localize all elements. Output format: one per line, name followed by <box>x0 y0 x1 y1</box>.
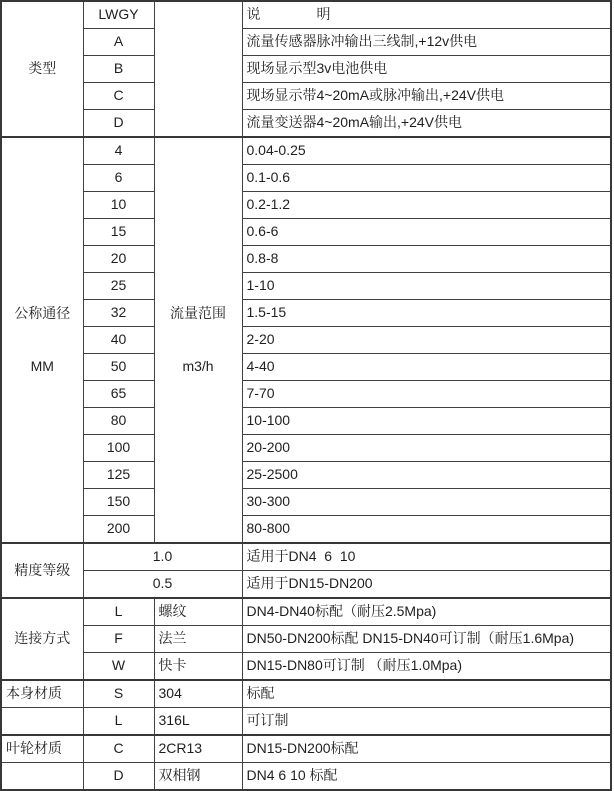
category-label-body-material: 本身材质 <box>1 680 83 708</box>
dn-size-cell: 125 <box>83 462 154 489</box>
connection-desc-cell: DN50-DN200标配 DN15-DN40可订制（耐压1.6Mpa) <box>242 626 611 653</box>
type-desc-cell: 现场显示带4~20mA或脉冲输出,+24V供电 <box>242 83 611 110</box>
table-row <box>1 327 611 354</box>
table-row <box>1 516 611 544</box>
flow-range-cell: 0.04-0.25 <box>242 137 611 165</box>
dn-size-cell: 100 <box>83 435 154 462</box>
connection-name-cell: 快卡 <box>154 653 242 681</box>
model-code-header: LWGY <box>83 1 154 29</box>
category-label-type: 类型 <box>1 1 83 137</box>
table-row <box>1 300 611 327</box>
table-row <box>1 598 611 626</box>
dn-size-cell: 25 <box>83 273 154 300</box>
dn-size-cell: 32 <box>83 300 154 327</box>
material-code-cell: D <box>83 763 154 791</box>
table-row <box>1 381 611 408</box>
type-desc-cell: 流量变送器4~20mA输出,+24V供电 <box>242 110 611 138</box>
table-row <box>1 137 611 165</box>
flow-range-cell: 10-100 <box>242 408 611 435</box>
table-row <box>1 1 611 29</box>
material-name-cell: 2CR13 <box>154 735 242 763</box>
material-desc-cell: DN4 6 10 标配 <box>242 763 611 791</box>
category-label-accuracy: 精度等级 <box>1 543 83 598</box>
material-name-cell: 双相钢 <box>154 763 242 791</box>
table-row <box>1 571 611 599</box>
category-label-impeller-material: 叶轮材质 <box>1 735 83 763</box>
table-row <box>1 408 611 435</box>
table-row <box>1 462 611 489</box>
flow-range-cell: 2-20 <box>242 327 611 354</box>
dn-size-cell: 200 <box>83 516 154 544</box>
accuracy-desc-cell: 适用于DN15-DN200 <box>242 571 611 599</box>
connection-name-cell: 法兰 <box>154 626 242 653</box>
table-row <box>1 763 611 791</box>
dn-size-cell: 150 <box>83 489 154 516</box>
dn-size-cell: 65 <box>83 381 154 408</box>
category-label-nominal-diameter <box>1 137 83 543</box>
table-row <box>1 489 611 516</box>
table-row <box>1 626 611 653</box>
flow-range-cell: 80-800 <box>242 516 611 544</box>
connection-desc-cell: DN15-DN80可订制 （耐压1.0Mpa) <box>242 653 611 681</box>
dn-size-cell: 10 <box>83 192 154 219</box>
type-code-cell: B <box>83 56 154 83</box>
material-code-cell: S <box>83 680 154 708</box>
dn-size-cell: 50 <box>83 354 154 381</box>
diameter-label-line2: MM <box>30 357 54 374</box>
type-code-cell: A <box>83 29 154 56</box>
table-row <box>1 192 611 219</box>
table-row <box>1 735 611 763</box>
flow-range-cell: 0.1-0.6 <box>242 165 611 192</box>
flow-range-label-line2: m3/h <box>182 357 214 374</box>
table-row <box>1 110 611 138</box>
table-row <box>1 273 611 300</box>
accuracy-value-cell: 1.0 <box>83 543 242 571</box>
material-name-cell: 316L <box>154 708 242 736</box>
flow-range-cell: 25-2500 <box>242 462 611 489</box>
table-row <box>1 708 611 736</box>
dn-size-cell: 6 <box>83 165 154 192</box>
material-code-cell: L <box>83 708 154 736</box>
dn-size-cell: 15 <box>83 219 154 246</box>
dn-size-cell: 80 <box>83 408 154 435</box>
empty-cell <box>1 708 83 736</box>
flow-range-cell: 30-300 <box>242 489 611 516</box>
flow-range-cell: 7-70 <box>242 381 611 408</box>
table-row <box>1 83 611 110</box>
material-desc-cell: DN15-DN200标配 <box>242 735 611 763</box>
table-row <box>1 435 611 462</box>
connection-code-cell: L <box>83 598 154 626</box>
dn-size-cell: 20 <box>83 246 154 273</box>
flow-range-cell: 4-40 <box>242 354 611 381</box>
type-code-cell: C <box>83 83 154 110</box>
material-desc-cell: 可订制 <box>242 708 611 736</box>
flow-range-cell: 1-10 <box>242 273 611 300</box>
flow-range-cell: 0.8-8 <box>242 246 611 273</box>
table-row <box>1 219 611 246</box>
category-label-connection: 连接方式 <box>1 598 83 680</box>
connection-desc-cell: DN4-DN40标配（耐压2.5Mpa) <box>242 598 611 626</box>
empty-cell <box>1 763 83 791</box>
description-header: 说 明 <box>242 1 611 29</box>
type-desc-cell: 现场显示型3v电池供电 <box>242 56 611 83</box>
connection-name-cell: 螺纹 <box>154 598 242 626</box>
flow-range-unit-cell <box>154 137 242 543</box>
type-middle-empty-cell <box>154 1 242 137</box>
flow-range-cell: 1.5-15 <box>242 300 611 327</box>
material-name-cell: 304 <box>154 680 242 708</box>
connection-code-cell: W <box>83 653 154 681</box>
accuracy-value-cell: 0.5 <box>83 571 242 599</box>
dn-size-cell: 40 <box>83 327 154 354</box>
table-row <box>1 246 611 273</box>
flow-range-cell: 0.2-1.2 <box>242 192 611 219</box>
flow-range-cell: 20-200 <box>242 435 611 462</box>
table-row <box>1 165 611 192</box>
table-row <box>1 543 611 571</box>
dn-size-cell: 4 <box>83 137 154 165</box>
material-desc-cell: 标配 <box>242 680 611 708</box>
table-row <box>1 29 611 56</box>
table-row <box>1 680 611 708</box>
type-desc-cell: 流量传感器脉冲输出三线制,+12v供电 <box>242 29 611 56</box>
flow-range-cell: 0.6-6 <box>242 219 611 246</box>
connection-code-cell: F <box>83 626 154 653</box>
flow-range-label-line1: 流量范围 <box>170 305 226 321</box>
table-row <box>1 653 611 681</box>
material-code-cell: C <box>83 735 154 763</box>
accuracy-desc-cell: 适用于DN4 6 10 <box>242 543 611 571</box>
table-row <box>1 354 611 381</box>
type-code-cell: D <box>83 110 154 138</box>
diameter-label-line1: 公称通径 <box>14 305 71 321</box>
table-row <box>1 56 611 83</box>
